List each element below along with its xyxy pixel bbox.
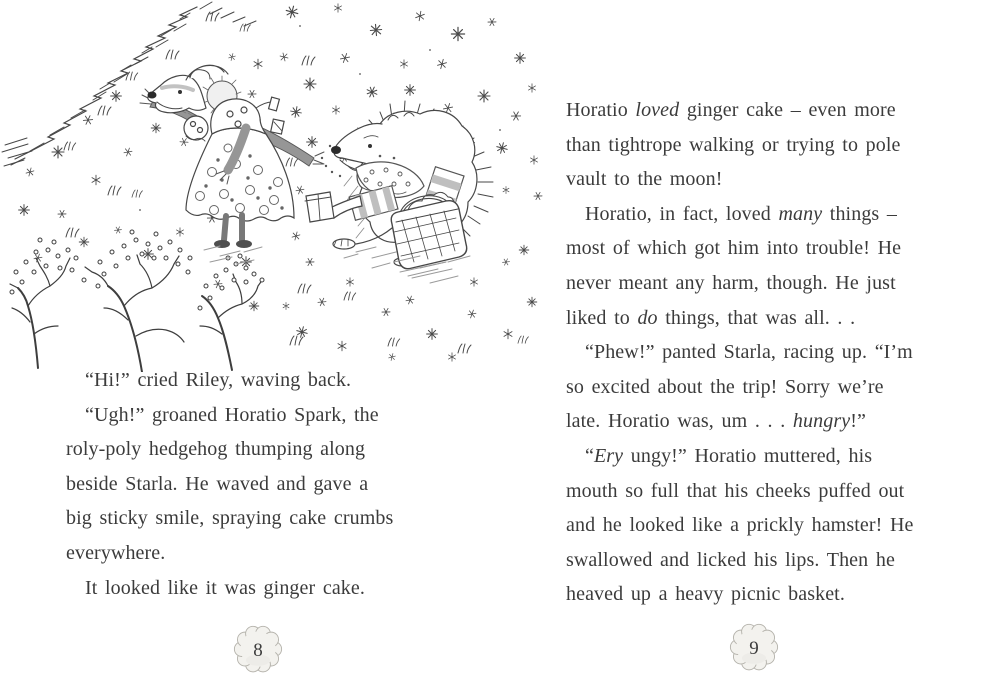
page-number-badge-right (729, 623, 779, 673)
page-number-badge-left (233, 625, 283, 675)
paragraph: “Ery ungy!” Horatio muttered, his mouth so full that his cheeks puffed out and he looked like a prickly hamster! He swallowed and licked his lips. Then he heaved up a heavy picnic basket. (566, 444, 914, 606)
page-number: 8 (253, 639, 263, 661)
illustration (0, 0, 545, 372)
paragraph: “Hi!” cried Riley, waving back. (85, 369, 352, 391)
paragraph: “Ugh!” groaned Horatio Spark, the roly-poly hedgehog thumping along beside Starla. He waved and gave a big sticky smile, spraying cake crumbs everywhere. (66, 403, 394, 564)
horatio-hedgehog (305, 101, 493, 283)
page-9-text (566, 93, 996, 612)
berry-bushes (10, 230, 264, 372)
paragraph: Horatio, in fact, loved many things – most of which got him into trouble! He never meant any harm, though. He just liked to do things, that was all. . . (566, 202, 902, 329)
page-8-text (66, 363, 496, 605)
paragraph: It looked like it was ginger cake. (85, 576, 365, 599)
page-number: 9 (749, 637, 759, 659)
paragraph: Horatio loved ginger cake – even more than tightrope walking or trying to pole vault to the moon! (566, 99, 901, 191)
paragraph: “Phew!” panted Starla, racing up. “I’m so excited about the trip! Sorry we’re late. Horatio was, um . . . hungry!” (566, 341, 913, 433)
